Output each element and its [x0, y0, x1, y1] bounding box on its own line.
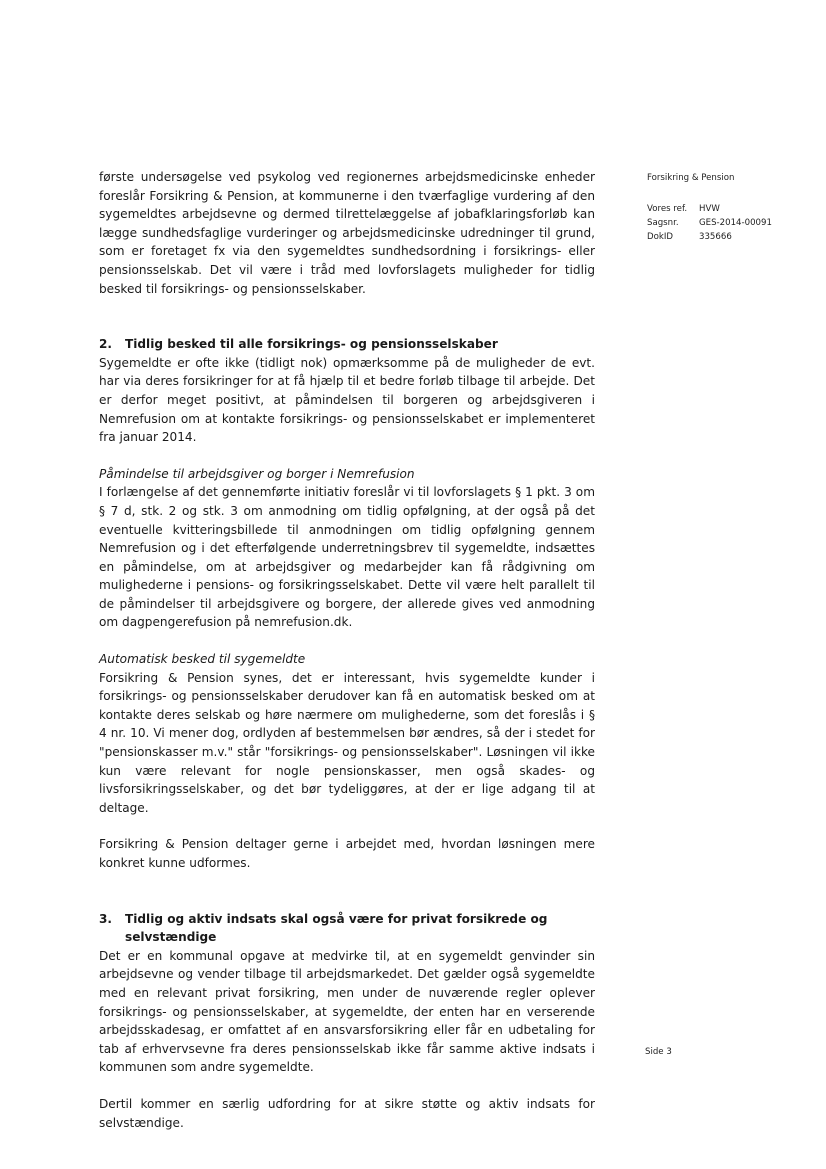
automatic-notice-paragraph: Forsikring & Pension synes, det er interessant, hvis sygemeldte kunder i forsikrings- og pensionsselskaber derudover kan få en automatisk besked om at kontakte deres selskab og høre nærmere om mulighederne, som det foreslås i § 4 nr. 10. Vi mener dog, ordlyden af bestemmelsen bør ændres, så der i stedet for "pensionskasser m.v." står "forsikrings- og pensionsselskaber". Løsningen vil ikke kun være relevant for nogle pensionskasser, men også skades- og livsforsikringsselskaber, og det bør tydeliggøres, at der er lige adgang til at deltage. — [99, 670, 595, 815]
spacer — [99, 298, 595, 335]
section-2-title: Tidlig besked til alle forsikrings- og pensionsselskaber — [125, 337, 498, 352]
sidebar-info — [647, 171, 807, 244]
spacer — [99, 873, 595, 910]
meta-key: DokID — [647, 232, 674, 242]
spacer — [99, 632, 595, 650]
main-text-column — [99, 168, 595, 1132]
section-2-heading — [99, 335, 595, 354]
meta-value: HVW — [699, 204, 720, 214]
meta-row-ref — [647, 202, 807, 216]
section-3-paragraph-2: Dertil kommer en særlig udfordring for at sikre støtte og aktiv indsats for selvstændige. — [99, 1096, 595, 1130]
meta-row-doc-id — [647, 230, 807, 244]
subheading-reminder: Påmindelse til arbejdsgiver og borger i Nemrefusion — [99, 466, 415, 481]
spacer — [99, 447, 595, 465]
meta-value: 335666 — [699, 232, 732, 242]
section-3-paragraph-1: Det er en kommunal opgave at medvirke til, at en sygemeldt genvinder sin arbejdsevne og vender tilbage til arbejdsmarkedet. Det gælder også sygemeldte med en relevant privat forsikring, men under de nuværende regler oplever forsikrings- og pensionsselskaber, at sygemeldte, der enten har en verserende arbejdsskadesag, er omfattet af en ansvarsforsikring eller får en udbetaling for tab af erhvervsevne fra deres pensionsselskab ikke får samme aktive indsats i kommunen som andre sygemeldte. — [99, 948, 595, 1075]
meta-key: Sagsnr. — [647, 218, 679, 228]
page-number: Side 3 — [645, 1047, 672, 1057]
section-2-number: 2. — [99, 337, 113, 352]
section-3-heading — [99, 910, 595, 947]
section-3-number: 3. — [99, 911, 113, 926]
meta-row-case-number — [647, 216, 807, 230]
meta-key: Vores ref. — [647, 204, 688, 214]
subheading-automatic-notice: Automatisk besked til sygemeldte — [99, 652, 306, 667]
section-3-title: Tidlig og aktiv indsats skal også være for privat forsikrede og selvstændige — [125, 911, 548, 945]
sidebar-org-name: Forsikring & Pension — [647, 173, 735, 183]
reminder-paragraph: I forlængelse af det gennemførte initiativ foreslår vi til lovforslagets § 1 pkt. 3 om § 7 d, stk. 2 og stk. 3 om anmodning om tidlig opfølgning, at der også på det eventuelle kvitteringsbillede til anmodningen om tidlig opfølgning gennem Nemrefusion og i det efterfølgende underretningsbrev til sygemeldte, indsættes en påmindelse, om at arbejdsgiver og medarbejder kan få rådgivning om mulighederne i pensions- og forsikringsselskabet. Dette vil være helt parallelt til de påmindelser til arbejdsgivere og borgere, der allerede gives ved anmodning om dagpengerefusion på nemrefusion.dk. — [99, 485, 595, 630]
spacer — [99, 1077, 595, 1095]
meta-value: GES-2014-00091 — [699, 218, 772, 228]
section-2-paragraph-1: Sygemeldte er ofte ikke (tidligt nok) opmærksomme på de muligheder de evt. har via deres forsikringer for at få hjælp til et bedre forløb tilbage til arbejde. Det er derfor meget positivt, at påmindelsen til borgeren og arbejdsgiveren i Nemrefusion om at kontakte forsikrings- og pensionsselskabet er implementeret fra januar 2014. — [99, 355, 595, 445]
section-2-paragraph-2: Forsikring & Pension deltager gerne i arbejdet med, hvordan løsningen mere konkret kunne udformes. — [99, 837, 595, 870]
spacer — [99, 817, 595, 835]
intro-paragraph: første undersøgelse ved psykolog ved regionernes arbejdsmedicinske enheder foreslår Forsikring & Pension, at kommunerne i den tværfaglige vurdering af den sygemeldtes arbejdsevne og dermed tilrettelæggelse af jobafklaringsforløb kan lægge sundhedsfaglige vurderinger og arbejdsmedicinske udredninger til grund, som er foretaget fx via den sygemeldtes sundhedsordning i forsikrings- eller pensionsselskab. Det vil være i tråd med lovforslagets muligheder for tidlig besked til forsikrings- og pensionsselskaber. — [99, 170, 595, 296]
